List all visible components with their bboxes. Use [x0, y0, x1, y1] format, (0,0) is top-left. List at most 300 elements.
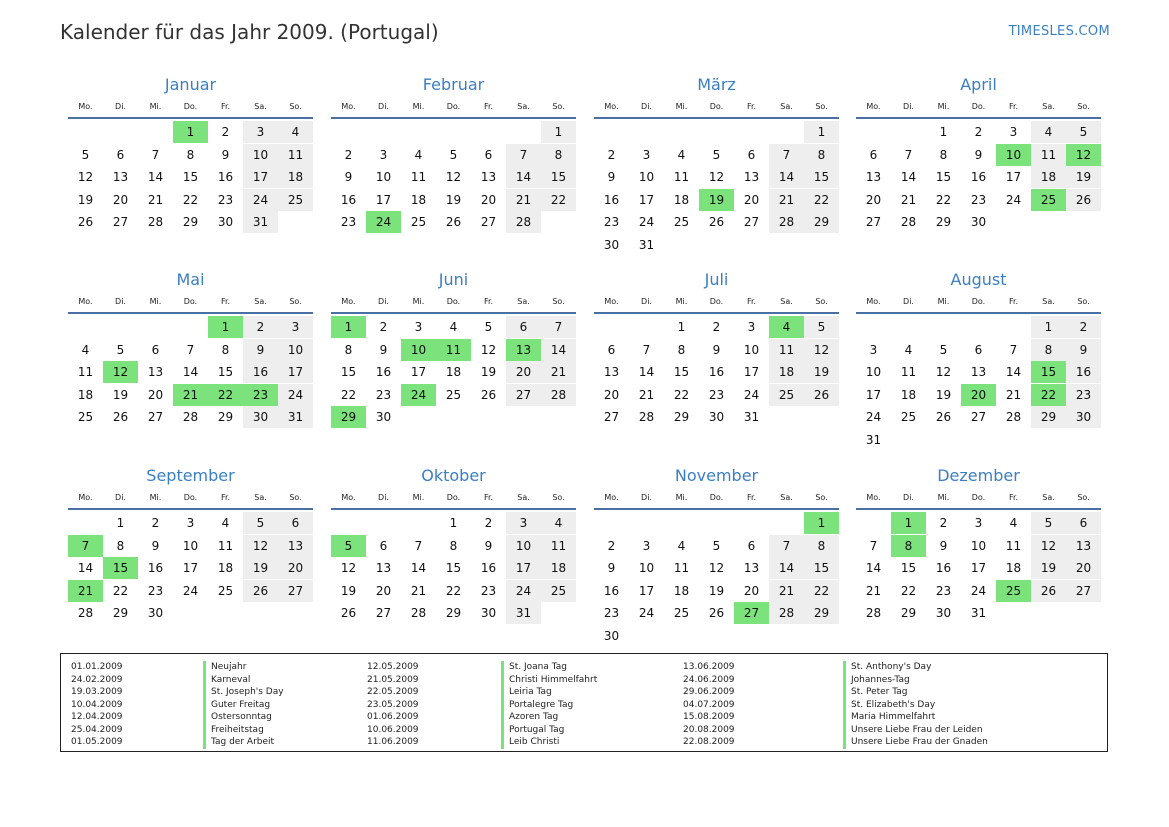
holiday-day-cell[interactable]: 29	[331, 406, 366, 428]
day-cell[interactable]: 16	[935, 561, 952, 575]
day-cell[interactable]: 27	[112, 215, 129, 229]
day-cell[interactable]: 10	[743, 342, 760, 357]
day-cell[interactable]: 29	[182, 215, 199, 229]
day-cell[interactable]: 6	[278, 512, 313, 534]
day-cell[interactable]: 26	[1031, 580, 1066, 602]
day-cell[interactable]: 5	[1031, 512, 1066, 534]
day-cell[interactable]: 16	[243, 361, 278, 383]
day-cell[interactable]: 3	[379, 147, 388, 162]
day-cell[interactable]: 4	[904, 342, 913, 357]
day-cell[interactable]: 6	[151, 342, 160, 357]
day-cell[interactable]: 17	[970, 561, 987, 575]
day-cell[interactable]: 8	[344, 342, 353, 357]
day-cell[interactable]: 7	[904, 147, 913, 162]
day-cell[interactable]: 13	[480, 170, 497, 184]
day-cell[interactable]: 10	[865, 365, 882, 379]
day-cell[interactable]: 30	[243, 406, 278, 428]
day-cell[interactable]: 29	[673, 410, 690, 424]
day-cell[interactable]: 25	[445, 387, 462, 402]
holiday-day-cell[interactable]: 19	[699, 189, 734, 211]
day-cell[interactable]: 7	[186, 342, 195, 357]
day-cell[interactable]: 18	[410, 192, 427, 207]
day-cell[interactable]: 17	[243, 166, 278, 188]
day-cell[interactable]: 20	[743, 583, 760, 598]
day-cell[interactable]: 6	[116, 147, 125, 162]
holiday-day-cell[interactable]: 12	[103, 361, 138, 383]
day-cell[interactable]: 2	[484, 516, 493, 530]
day-cell[interactable]: 27	[506, 384, 541, 406]
day-cell[interactable]: 1	[116, 516, 125, 530]
day-cell[interactable]: 8	[541, 144, 576, 166]
day-cell[interactable]: 14	[865, 561, 882, 575]
day-cell[interactable]: 8	[186, 147, 195, 162]
day-cell[interactable]: 17	[638, 583, 655, 598]
day-cell[interactable]: 28	[147, 215, 164, 229]
day-cell[interactable]: 24	[1005, 192, 1022, 207]
day-cell[interactable]: 21	[769, 189, 804, 211]
day-cell[interactable]: 11	[1005, 538, 1022, 553]
day-cell[interactable]: 21	[147, 192, 164, 207]
day-cell[interactable]: 18	[1031, 166, 1066, 188]
day-cell[interactable]: 27	[480, 215, 497, 229]
day-cell[interactable]: 2	[379, 320, 388, 334]
day-cell[interactable]: 8	[221, 342, 230, 357]
day-cell[interactable]: 17	[375, 192, 392, 207]
holiday-day-cell[interactable]: 21	[68, 580, 103, 602]
day-cell[interactable]: 16	[1066, 361, 1101, 383]
day-cell[interactable]: 31	[243, 211, 278, 233]
day-cell[interactable]: 6	[506, 316, 541, 338]
day-cell[interactable]: 12	[1031, 535, 1066, 557]
day-cell[interactable]: 31	[865, 432, 882, 447]
day-cell[interactable]: 3	[642, 147, 651, 162]
day-cell[interactable]: 30	[603, 237, 620, 252]
day-cell[interactable]: 19	[243, 557, 278, 579]
day-cell[interactable]: 21	[769, 580, 804, 602]
day-cell[interactable]: 15	[673, 365, 690, 379]
day-cell[interactable]: 22	[935, 192, 952, 207]
day-cell[interactable]: 21	[865, 583, 882, 598]
day-cell[interactable]: 9	[974, 147, 983, 162]
day-cell[interactable]: 5	[1066, 121, 1101, 143]
day-cell[interactable]: 14	[1005, 365, 1022, 379]
day-cell[interactable]: 18	[673, 583, 690, 598]
holiday-day-cell[interactable]: 1	[891, 512, 926, 534]
day-cell[interactable]: 28	[638, 410, 655, 424]
day-cell[interactable]: 13	[743, 170, 760, 184]
day-cell[interactable]: 24	[506, 580, 541, 602]
day-cell[interactable]: 2	[344, 147, 353, 162]
holiday-day-cell[interactable]: 5	[331, 535, 366, 557]
day-cell[interactable]: 14	[769, 166, 804, 188]
holiday-day-cell[interactable]: 11	[436, 339, 471, 361]
day-cell[interactable]: 22	[445, 583, 462, 598]
day-cell[interactable]: 20	[112, 192, 129, 207]
holiday-day-cell[interactable]: 20	[961, 384, 996, 406]
day-cell[interactable]: 15	[804, 166, 839, 188]
day-cell[interactable]: 18	[217, 561, 234, 575]
day-cell[interactable]: 26	[708, 606, 725, 620]
day-cell[interactable]: 5	[939, 342, 948, 357]
day-cell[interactable]: 11	[217, 538, 234, 553]
day-cell[interactable]: 16	[603, 192, 620, 207]
day-cell[interactable]: 16	[970, 170, 987, 184]
day-cell[interactable]: 3	[1009, 125, 1018, 139]
day-cell[interactable]: 26	[480, 387, 497, 402]
day-cell[interactable]: 21	[410, 583, 427, 598]
day-cell[interactable]: 28	[1005, 410, 1022, 424]
day-cell[interactable]: 8	[449, 538, 458, 553]
day-cell[interactable]: 9	[607, 170, 616, 184]
day-cell[interactable]: 26	[77, 215, 94, 229]
day-cell[interactable]: 28	[77, 606, 94, 620]
day-cell[interactable]: 27	[865, 215, 882, 229]
day-cell[interactable]: 7	[1009, 342, 1018, 357]
day-cell[interactable]: 15	[182, 170, 199, 184]
day-cell[interactable]: 31	[278, 406, 313, 428]
day-cell[interactable]: 13	[375, 561, 392, 575]
day-cell[interactable]: 15	[340, 365, 357, 379]
day-cell[interactable]: 23	[603, 215, 620, 229]
day-cell[interactable]: 18	[278, 166, 313, 188]
day-cell[interactable]: 4	[449, 320, 458, 334]
day-cell[interactable]: 1	[939, 125, 948, 139]
day-cell[interactable]: 23	[935, 583, 952, 598]
holiday-day-cell[interactable]: 24	[401, 384, 436, 406]
day-cell[interactable]: 24	[278, 384, 313, 406]
day-cell[interactable]: 26	[340, 606, 357, 620]
day-cell[interactable]: 5	[484, 320, 493, 334]
day-cell[interactable]: 13	[147, 365, 164, 379]
holiday-day-cell[interactable]: 21	[173, 384, 208, 406]
day-cell[interactable]: 20	[1066, 557, 1101, 579]
day-cell[interactable]: 28	[541, 384, 576, 406]
holiday-day-cell[interactable]: 13	[506, 339, 541, 361]
day-cell[interactable]: 27	[278, 580, 313, 602]
day-cell[interactable]: 14	[900, 170, 917, 184]
day-cell[interactable]: 2	[607, 147, 616, 162]
holiday-day-cell[interactable]: 24	[366, 211, 401, 233]
day-cell[interactable]: 13	[1066, 535, 1101, 557]
day-cell[interactable]: 19	[77, 192, 94, 207]
day-cell[interactable]: 18	[77, 387, 94, 402]
day-cell[interactable]: 23	[147, 583, 164, 598]
day-cell[interactable]: 24	[638, 215, 655, 229]
day-cell[interactable]: 29	[445, 606, 462, 620]
day-cell[interactable]: 3	[506, 512, 541, 534]
holiday-day-cell[interactable]: 7	[68, 535, 103, 557]
day-cell[interactable]: 28	[865, 606, 882, 620]
day-cell[interactable]: 26	[1066, 189, 1101, 211]
day-cell[interactable]: 6	[747, 538, 756, 553]
day-cell[interactable]: 5	[804, 316, 839, 338]
day-cell[interactable]: 17	[506, 557, 541, 579]
day-cell[interactable]: 5	[81, 147, 90, 162]
day-cell[interactable]: 9	[151, 538, 160, 553]
day-cell[interactable]: 20	[480, 192, 497, 207]
day-cell[interactable]: 16	[217, 170, 234, 184]
day-cell[interactable]: 30	[1066, 406, 1101, 428]
day-cell[interactable]: 8	[677, 342, 686, 357]
day-cell[interactable]: 5	[243, 512, 278, 534]
day-cell[interactable]: 4	[541, 512, 576, 534]
day-cell[interactable]: 1	[541, 121, 576, 143]
day-cell[interactable]: 8	[1031, 339, 1066, 361]
day-cell[interactable]: 17	[865, 387, 882, 402]
day-cell[interactable]: 4	[278, 121, 313, 143]
day-cell[interactable]: 20	[506, 361, 541, 383]
day-cell[interactable]: 25	[410, 215, 427, 229]
day-cell[interactable]: 14	[506, 166, 541, 188]
day-cell[interactable]: 6	[974, 342, 983, 357]
day-cell[interactable]: 1	[804, 121, 839, 143]
day-cell[interactable]: 30	[480, 606, 497, 620]
day-cell[interactable]: 11	[278, 144, 313, 166]
day-cell[interactable]: 27	[147, 410, 164, 424]
day-cell[interactable]: 8	[116, 538, 125, 553]
day-cell[interactable]: 27	[970, 410, 987, 424]
day-cell[interactable]: 14	[182, 365, 199, 379]
day-cell[interactable]: 5	[712, 147, 721, 162]
day-cell[interactable]: 20	[147, 387, 164, 402]
day-cell[interactable]: 3	[974, 516, 983, 530]
day-cell[interactable]: 4	[677, 147, 686, 162]
day-cell[interactable]: 29	[217, 410, 234, 424]
holiday-day-cell[interactable]: 1	[208, 316, 243, 338]
holiday-day-cell[interactable]: 10	[996, 144, 1031, 166]
holiday-day-cell[interactable]: 8	[891, 535, 926, 557]
day-cell[interactable]: 22	[673, 387, 690, 402]
day-cell[interactable]: 7	[506, 144, 541, 166]
day-cell[interactable]: 19	[340, 583, 357, 598]
day-cell[interactable]: 30	[147, 606, 164, 620]
day-cell[interactable]: 30	[375, 410, 392, 424]
day-cell[interactable]: 1	[677, 320, 686, 334]
day-cell[interactable]: 29	[804, 602, 839, 624]
holiday-day-cell[interactable]: 15	[103, 557, 138, 579]
day-cell[interactable]: 1	[449, 516, 458, 530]
day-cell[interactable]: 17	[410, 365, 427, 379]
day-cell[interactable]: 29	[900, 606, 917, 620]
day-cell[interactable]: 26	[804, 384, 839, 406]
holiday-day-cell[interactable]: 25	[996, 580, 1031, 602]
holiday-day-cell[interactable]: 23	[243, 384, 278, 406]
day-cell[interactable]: 30	[935, 606, 952, 620]
day-cell[interactable]: 30	[217, 215, 234, 229]
day-cell[interactable]: 15	[804, 557, 839, 579]
day-cell[interactable]: 22	[340, 387, 357, 402]
day-cell[interactable]: 10	[506, 535, 541, 557]
day-cell[interactable]: 16	[603, 583, 620, 598]
day-cell[interactable]: 2	[607, 538, 616, 553]
day-cell[interactable]: 19	[708, 583, 725, 598]
day-cell[interactable]: 2	[974, 125, 983, 139]
day-cell[interactable]: 12	[480, 342, 497, 357]
day-cell[interactable]: 12	[243, 535, 278, 557]
day-cell[interactable]: 30	[708, 410, 725, 424]
day-cell[interactable]: 6	[484, 147, 493, 162]
day-cell[interactable]: 6	[1066, 512, 1101, 534]
day-cell[interactable]: 23	[970, 192, 987, 207]
day-cell[interactable]: 2	[221, 125, 230, 139]
day-cell[interactable]: 15	[541, 166, 576, 188]
day-cell[interactable]: 9	[221, 147, 230, 162]
day-cell[interactable]: 15	[935, 170, 952, 184]
day-cell[interactable]: 25	[278, 189, 313, 211]
day-cell[interactable]: 28	[182, 410, 199, 424]
day-cell[interactable]: 8	[804, 144, 839, 166]
day-cell[interactable]: 9	[607, 561, 616, 575]
day-cell[interactable]: 12	[804, 339, 839, 361]
day-cell[interactable]: 13	[112, 170, 129, 184]
holiday-day-cell[interactable]: 15	[1031, 361, 1066, 383]
day-cell[interactable]: 16	[340, 192, 357, 207]
day-cell[interactable]: 15	[445, 561, 462, 575]
day-cell[interactable]: 11	[77, 365, 94, 379]
day-cell[interactable]: 7	[541, 316, 576, 338]
day-cell[interactable]: 4	[221, 516, 230, 530]
day-cell[interactable]: 5	[712, 538, 721, 553]
day-cell[interactable]: 25	[900, 410, 917, 424]
day-cell[interactable]: 23	[340, 215, 357, 229]
day-cell[interactable]: 14	[77, 561, 94, 575]
holiday-day-cell[interactable]: 4	[769, 316, 804, 338]
day-cell[interactable]: 6	[747, 147, 756, 162]
day-cell[interactable]: 11	[1031, 144, 1066, 166]
day-cell[interactable]: 7	[769, 144, 804, 166]
day-cell[interactable]: 12	[935, 365, 952, 379]
day-cell[interactable]: 30	[970, 215, 987, 229]
holiday-day-cell[interactable]: 22	[1031, 384, 1066, 406]
holiday-day-cell[interactable]: 1	[173, 121, 208, 143]
day-cell[interactable]: 22	[804, 189, 839, 211]
holiday-day-cell[interactable]: 10	[401, 339, 436, 361]
day-cell[interactable]: 21	[1005, 387, 1022, 402]
day-cell[interactable]: 23	[217, 192, 234, 207]
day-cell[interactable]: 7	[151, 147, 160, 162]
day-cell[interactable]: 26	[708, 215, 725, 229]
day-cell[interactable]: 21	[541, 361, 576, 383]
day-cell[interactable]: 17	[182, 561, 199, 575]
day-cell[interactable]: 22	[804, 580, 839, 602]
day-cell[interactable]: 9	[379, 342, 388, 357]
day-cell[interactable]: 5	[449, 147, 458, 162]
day-cell[interactable]: 30	[603, 628, 620, 643]
day-cell[interactable]: 27	[375, 606, 392, 620]
day-cell[interactable]: 24	[182, 583, 199, 598]
day-cell[interactable]: 14	[769, 557, 804, 579]
day-cell[interactable]: 27	[1066, 580, 1101, 602]
day-cell[interactable]: 28	[506, 211, 541, 233]
day-cell[interactable]: 24	[970, 583, 987, 598]
day-cell[interactable]: 31	[970, 606, 987, 620]
day-cell[interactable]: 13	[865, 170, 882, 184]
day-cell[interactable]: 25	[541, 580, 576, 602]
day-cell[interactable]: 31	[638, 237, 655, 252]
day-cell[interactable]: 19	[480, 365, 497, 379]
day-cell[interactable]: 21	[900, 192, 917, 207]
day-cell[interactable]: 28	[410, 606, 427, 620]
day-cell[interactable]: 9	[1066, 339, 1101, 361]
day-cell[interactable]: 2	[243, 316, 278, 338]
day-cell[interactable]: 8	[804, 535, 839, 557]
day-cell[interactable]: 25	[217, 583, 234, 598]
day-cell[interactable]: 23	[375, 387, 392, 402]
day-cell[interactable]: 2	[712, 320, 721, 334]
day-cell[interactable]: 9	[243, 339, 278, 361]
day-cell[interactable]: 13	[603, 365, 620, 379]
day-cell[interactable]: 12	[708, 170, 725, 184]
day-cell[interactable]: 19	[1031, 557, 1066, 579]
day-cell[interactable]: 21	[638, 387, 655, 402]
day-cell[interactable]: 14	[147, 170, 164, 184]
day-cell[interactable]: 25	[77, 410, 94, 424]
day-cell[interactable]: 9	[344, 170, 353, 184]
day-cell[interactable]: 7	[769, 535, 804, 557]
day-cell[interactable]: 7	[414, 538, 423, 553]
day-cell[interactable]: 29	[935, 215, 952, 229]
day-cell[interactable]: 4	[81, 342, 90, 357]
day-cell[interactable]: 8	[939, 147, 948, 162]
holiday-day-cell[interactable]: 1	[804, 512, 839, 534]
day-cell[interactable]: 18	[541, 557, 576, 579]
day-cell[interactable]: 25	[769, 384, 804, 406]
day-cell[interactable]: 23	[708, 387, 725, 402]
day-cell[interactable]: 27	[603, 410, 620, 424]
day-cell[interactable]: 10	[638, 170, 655, 184]
day-cell[interactable]: 2	[151, 516, 160, 530]
day-cell[interactable]: 22	[541, 189, 576, 211]
day-cell[interactable]: 24	[638, 606, 655, 620]
day-cell[interactable]: 5	[116, 342, 125, 357]
day-cell[interactable]: 11	[673, 170, 690, 184]
day-cell[interactable]: 28	[769, 602, 804, 624]
day-cell[interactable]: 29	[1031, 406, 1066, 428]
day-cell[interactable]: 31	[506, 602, 541, 624]
day-cell[interactable]: 16	[480, 561, 497, 575]
holiday-day-cell[interactable]: 1	[331, 316, 366, 338]
day-cell[interactable]: 2	[939, 516, 948, 530]
day-cell[interactable]: 18	[445, 365, 462, 379]
day-cell[interactable]: 11	[769, 339, 804, 361]
day-cell[interactable]: 28	[769, 211, 804, 233]
day-cell[interactable]: 20	[603, 387, 620, 402]
day-cell[interactable]: 13	[743, 561, 760, 575]
day-cell[interactable]: 10	[375, 170, 392, 184]
day-cell[interactable]: 9	[939, 538, 948, 553]
day-cell[interactable]: 9	[484, 538, 493, 553]
day-cell[interactable]: 19	[804, 361, 839, 383]
day-cell[interactable]: 1	[1031, 316, 1066, 338]
day-cell[interactable]: 6	[379, 538, 388, 553]
day-cell[interactable]: 26	[445, 215, 462, 229]
day-cell[interactable]: 26	[112, 410, 129, 424]
day-cell[interactable]: 21	[506, 189, 541, 211]
day-cell[interactable]: 12	[445, 170, 462, 184]
day-cell[interactable]: 20	[278, 557, 313, 579]
day-cell[interactable]: 17	[278, 361, 313, 383]
day-cell[interactable]: 20	[375, 583, 392, 598]
day-cell[interactable]: 31	[743, 410, 760, 424]
day-cell[interactable]: 16	[375, 365, 392, 379]
day-cell[interactable]: 18	[769, 361, 804, 383]
day-cell[interactable]: 3	[869, 342, 878, 357]
day-cell[interactable]: 29	[112, 606, 129, 620]
day-cell[interactable]: 15	[217, 365, 234, 379]
day-cell[interactable]: 23	[1066, 384, 1101, 406]
day-cell[interactable]: 12	[77, 170, 94, 184]
day-cell[interactable]: 3	[243, 121, 278, 143]
